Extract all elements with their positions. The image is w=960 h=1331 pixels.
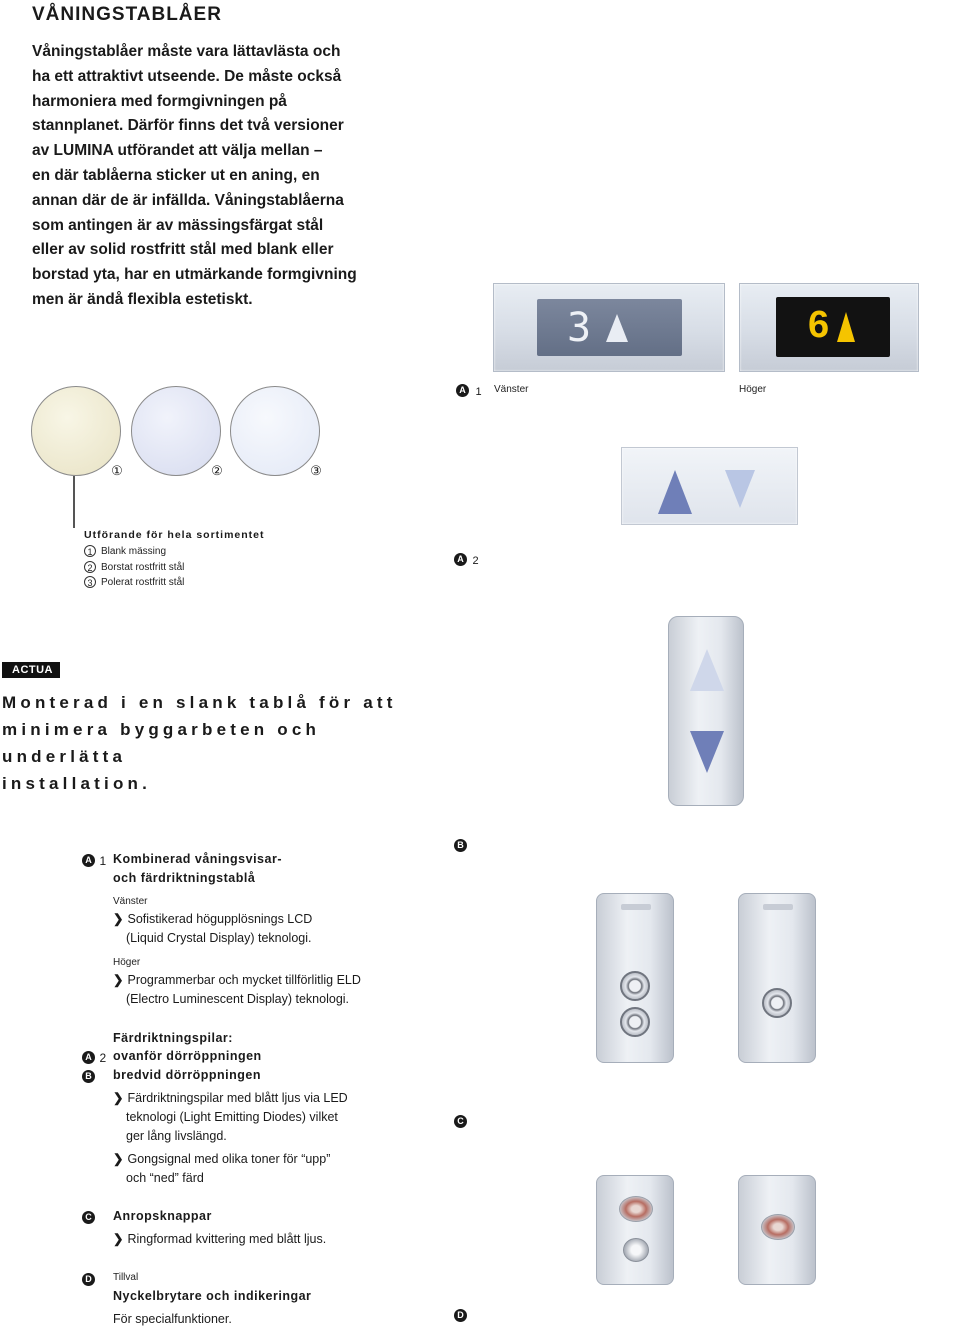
eld-display-panel	[739, 283, 919, 372]
spec-a2-text: ovanför dörröppningen	[113, 1049, 262, 1063]
up-arrow-icon	[688, 647, 726, 693]
spec-d-label: D	[82, 1271, 95, 1289]
display-caption-label: A 1	[456, 382, 482, 400]
call-panel-right	[738, 893, 816, 1063]
spec-arrows-bullet-2: ❯ Gongsignal med olika toner för “upp” och “ned” färd	[113, 1152, 331, 1185]
key-switch-icon[interactable]	[623, 1238, 649, 1262]
up-arrow-icon	[656, 468, 694, 516]
spec-arrows-heading: Färdriktningspilar:	[113, 1031, 233, 1045]
call-button-down[interactable]	[620, 1007, 650, 1037]
key-panel-right	[738, 1175, 816, 1285]
finish-list	[84, 544, 184, 591]
finish-number-1: ①	[111, 463, 123, 478]
eld-up-arrow-icon	[836, 311, 856, 343]
down-arrow-icon	[723, 468, 757, 510]
page-title: VÅNINGSTABLÅER	[32, 4, 222, 25]
finish-number-3: ③	[310, 463, 322, 478]
eld-floor-number: 6	[808, 304, 830, 346]
panel-logo-plate	[763, 904, 793, 910]
spec-a2-label: A 2	[82, 1049, 106, 1067]
lcd-up-arrow-icon	[605, 313, 629, 343]
badge-a: A	[456, 384, 469, 397]
actua-tagline: Monterad i en slank tablå för att minimera byggarbeten och underlätta installation.	[2, 693, 397, 793]
caption-right: Höger	[739, 384, 767, 395]
right-label-b: B	[454, 837, 467, 855]
right-label-d: D	[454, 1307, 467, 1325]
spec-c-label: C	[82, 1209, 95, 1227]
intro-paragraph: Våningstablåer måste vara lättavlästa och ha ett attraktivt utseende. De måste också harmoniera med formgivningen på stannplanet. Därför finns det två versioner av LUMINA utförandet att välja mellan – en där tablåerna sticker ut en aning, en annan där de är infällda. Våningstablåerna som antingen är av mässingsfärgat stål eller av solid rostfritt stål med blank eller borstad yta, har en utmärkande formgivning men är ändå flexibla estetiskt.	[32, 43, 357, 308]
caption-left: Vänster	[494, 384, 529, 395]
lcd-screen	[537, 299, 682, 356]
spec-d-optional: Tillval	[113, 1272, 139, 1283]
spec-right-label: Höger	[113, 957, 141, 968]
lcd-display-panel	[493, 283, 725, 372]
call-panel-left	[596, 893, 674, 1063]
finish-item: 1 Blank mässing	[84, 544, 184, 560]
spec-c-bullet: ❯ Ringformad kvittering med blått ljus.	[113, 1232, 327, 1246]
finish-item: 3 Polerat rostfritt stål	[84, 575, 184, 591]
finish-number-2: ②	[211, 463, 223, 478]
a2-label: A 2	[454, 551, 479, 569]
direction-arrow-panel	[621, 447, 798, 525]
finish-leader-line	[73, 476, 75, 528]
finish-item: 2 Borstat rostfritt stål	[84, 560, 184, 576]
indicator-light	[761, 1214, 795, 1240]
down-arrow-icon	[688, 729, 726, 775]
right-label-c: C	[454, 1113, 467, 1131]
spec-d-text: För specialfunktioner.	[113, 1312, 232, 1326]
spec-left-bullet: ❯ Sofistikerad högupplösnings LCD (Liquid Crystal Display) teknologi.	[113, 912, 313, 945]
spec-b-label: B	[82, 1068, 95, 1086]
eld-screen	[776, 297, 890, 357]
vertical-arrow-panel	[668, 616, 744, 806]
spec-d-heading: Nyckelbrytare och indikeringar	[113, 1289, 312, 1303]
spec-left-label: Vänster	[113, 896, 148, 907]
call-button[interactable]	[762, 988, 792, 1018]
lcd-floor-number: 3	[567, 305, 592, 351]
key-panel-left	[596, 1175, 674, 1285]
spec-a1-heading: Kombinerad våningsvisar- och färdriktningstablå	[113, 852, 282, 885]
spec-b-text: bredvid dörröppningen	[113, 1068, 261, 1082]
spec-right-bullet: ❯ Programmerbar och mycket tillförlitlig ELD (Electro Luminescent Display) teknologi.	[113, 973, 361, 1006]
spec-c-heading: Anropsknappar	[113, 1209, 212, 1223]
spec-arrows-bullet-1: ❯ Färdriktningspilar med blått ljus via LED teknologi (Light Emitting Diodes) vilket ger lång livslängd.	[113, 1091, 348, 1143]
indicator-light	[619, 1196, 653, 1222]
call-button-up[interactable]	[620, 971, 650, 1001]
spec-a1-label: A 1	[82, 852, 106, 870]
finish-heading: Utförande för hela sortimentet	[84, 529, 265, 541]
actua-tag: ACTUA	[2, 662, 60, 678]
panel-logo-plate	[621, 904, 651, 910]
